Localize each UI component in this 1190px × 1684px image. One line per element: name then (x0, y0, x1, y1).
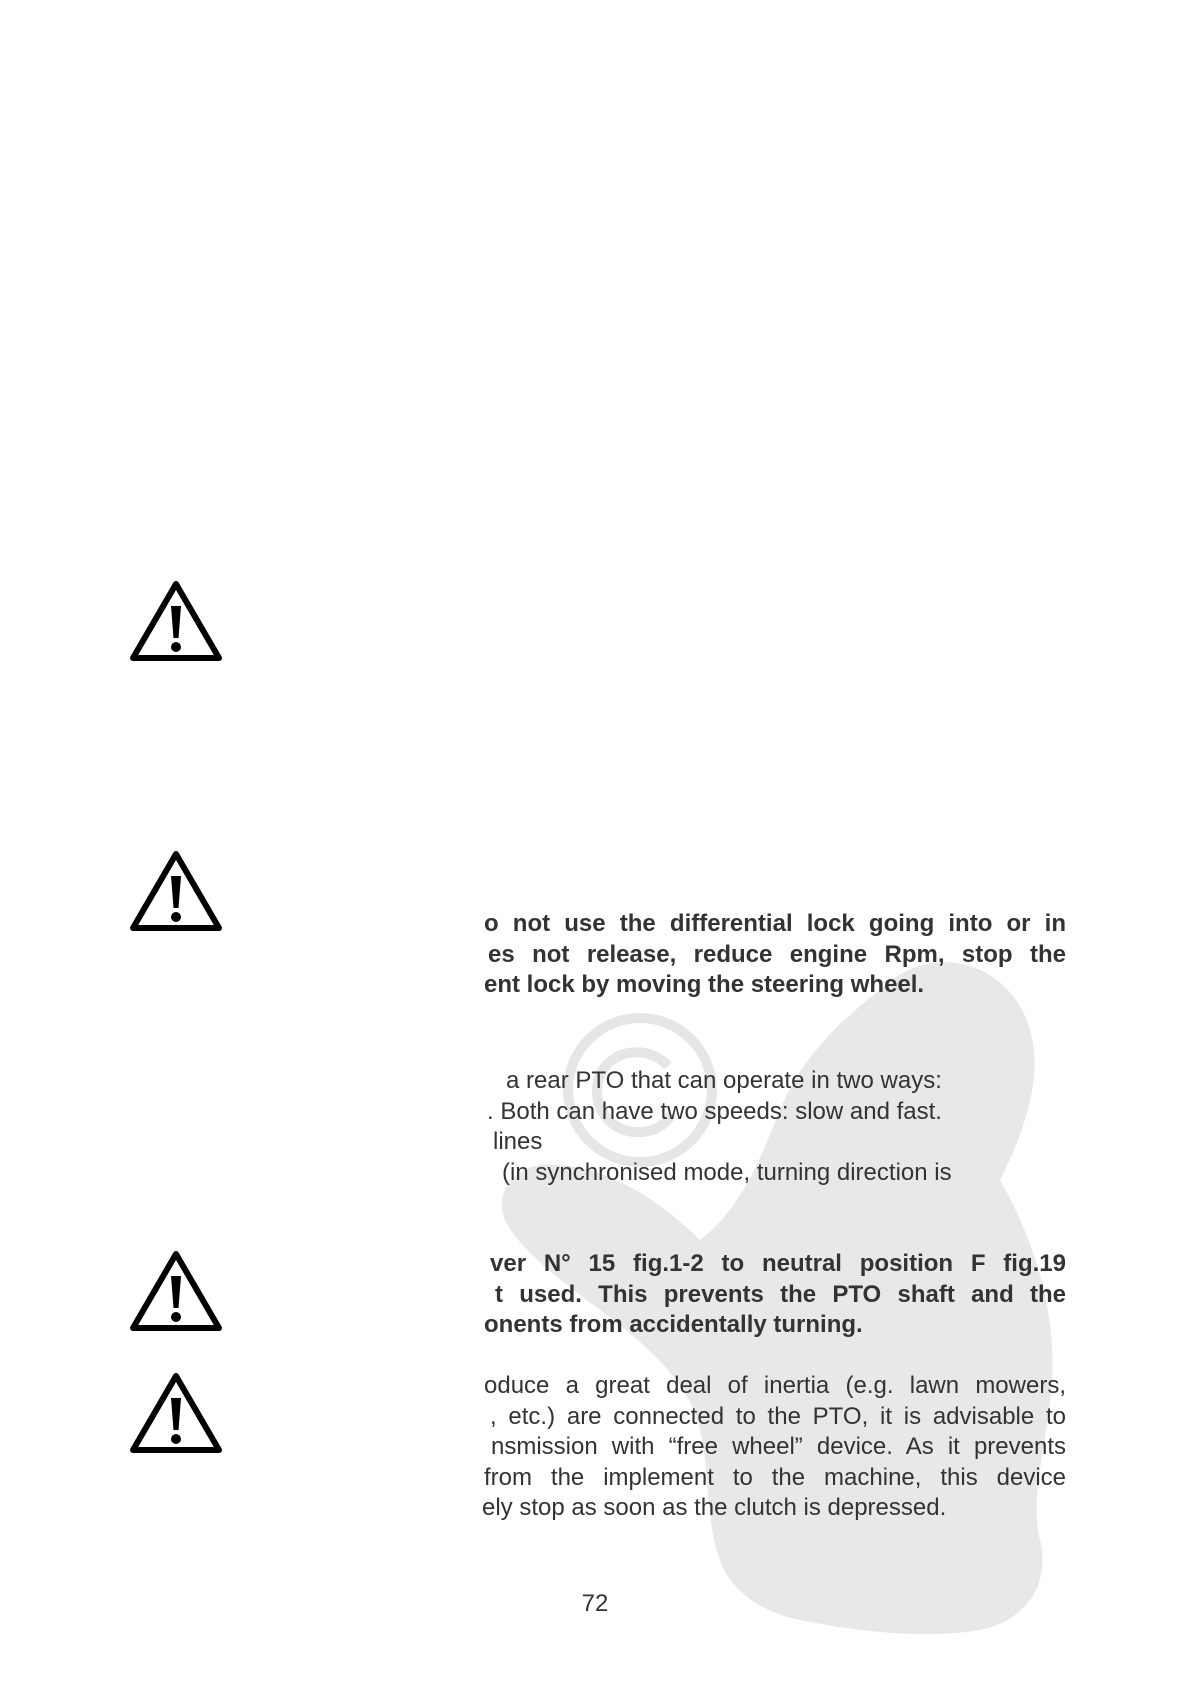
pto-intro-line-2: . Both can have two speeds: slow and fast. (487, 1097, 942, 1125)
inertia-line-1: oduce a great deal of inertia (e.g. lawn mowers, (484, 1372, 1066, 1399)
pto-neutral-line-2: t used. This prevents the PTO shaft and the (495, 1280, 1066, 1308)
warning-triangle-icon (128, 578, 224, 664)
inertia-line-4: from the implement to the machine, this device (484, 1463, 1066, 1491)
warning-triangle-icon (128, 1248, 224, 1334)
pto-intro-line-3: lines (493, 1128, 543, 1155)
pto-neutral-line-1: ver N° 15 fig.1-2 to neutral position F fig.19 (490, 1250, 1066, 1277)
inertia-line-5: ely stop as soon as the clutch is depressed. (482, 1494, 947, 1521)
warning-triangle-icon (128, 848, 224, 934)
differential-lock-line-2: es not release, reduce engine Rpm, stop the (488, 940, 1066, 968)
differential-lock-warning (484, 909, 1066, 1001)
differential-lock-line-1-text: o not use the differential lock going into or in (484, 910, 1066, 937)
page-number: 72 (581, 1590, 609, 1617)
inertia-warning (484, 1371, 1066, 1524)
inertia-line-3: nsmission with “free wheel” device. As it prevents (491, 1433, 1066, 1460)
pto-intro (484, 1066, 1066, 1188)
differential-lock-line-1 (484, 909, 1066, 940)
differential-lock-line-3: ent lock by moving the steering wheel. (484, 971, 925, 998)
pto-neutral-warning (484, 1249, 1066, 1341)
pto-intro-line-1: a rear PTO that can operate in two ways: (506, 1067, 942, 1094)
warning-triangle-icon (128, 1370, 224, 1456)
pto-neutral-line-3: onents from accidentally turning. (484, 1311, 863, 1338)
pto-intro-line-4: (in synchronised mode, turning direction is (502, 1158, 952, 1186)
inertia-line-2: , etc.) are connected to the PTO, it is advisable to (490, 1402, 1066, 1430)
